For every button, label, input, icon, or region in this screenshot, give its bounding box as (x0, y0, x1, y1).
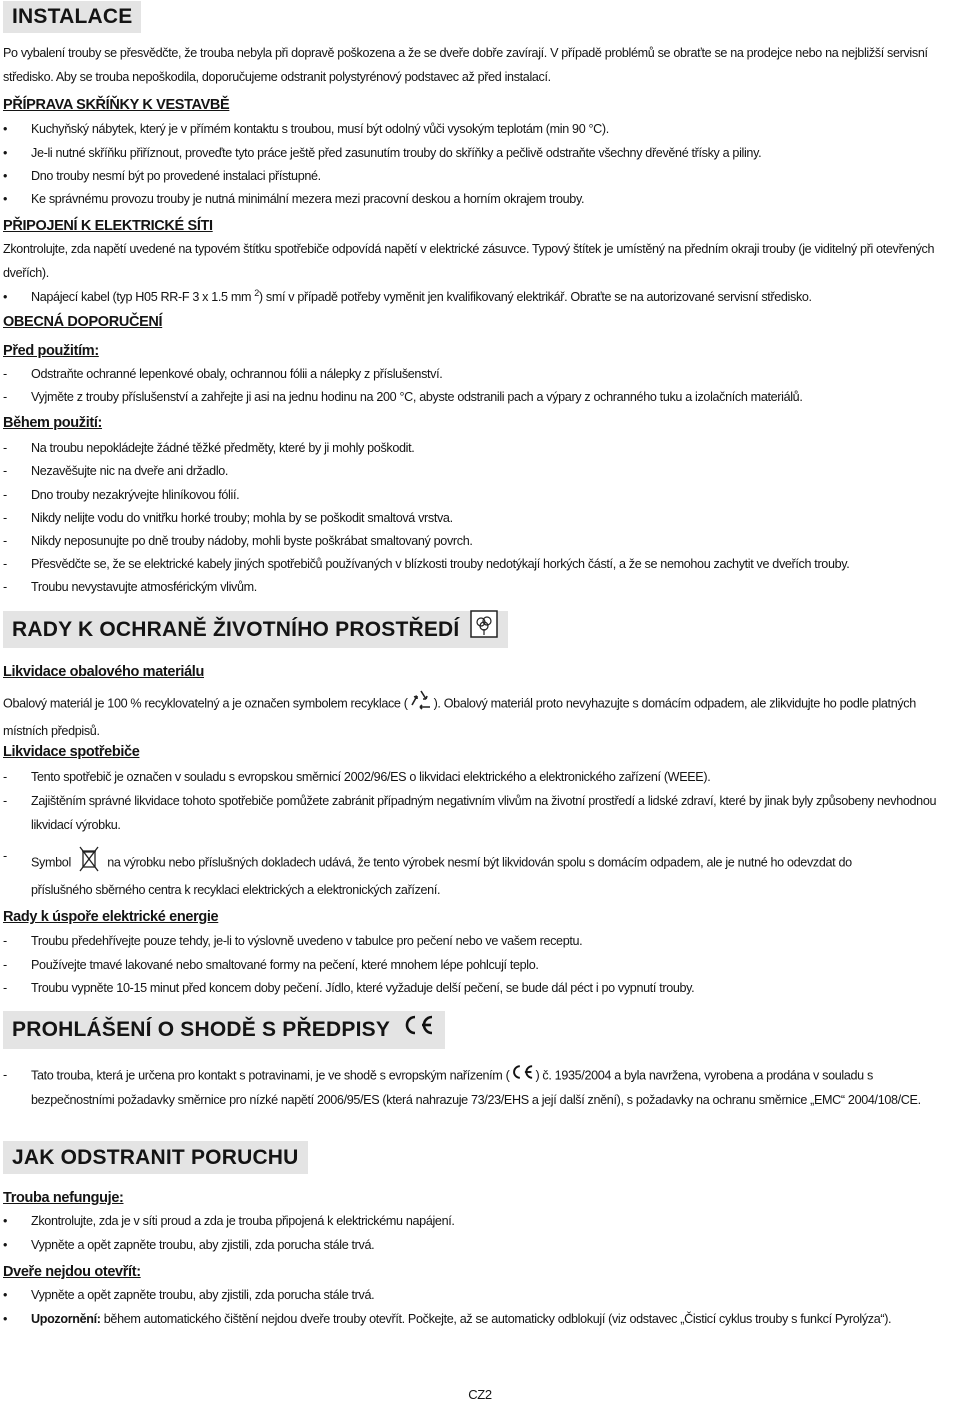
ce-mark-icon (400, 1011, 436, 1049)
spotrebic-title: Likvidace spotřebiče (3, 744, 140, 760)
list-item: • Je-li nutné skříňku přiříznout, proveďte tyto práce ještě před zasunutím trouby do skříňky a pečlivě odstraňte všechny dřevěné třísky a piliny. (3, 146, 762, 160)
list-item: • Kuchyňský nábytek, který je v přímém kontaktu s troubou, musí být odolný vůči vysokým teplotám (min 90 °C). (3, 122, 609, 136)
section-heading-prohlaseni (3, 1011, 445, 1049)
list-item: - Nezavěšujte nic na dveře ani držadlo. (3, 464, 229, 478)
section-heading-porucha: JAK ODSTRANIT PORUCHU (3, 1141, 308, 1174)
list-item: - Vyjměte z trouby příslušenství a zahřejte ji asi na jednu hodinu na 200 °C, abyste odstranili pach a výpary z ochranného tuku a izolačních materiálů. (3, 390, 803, 404)
section-heading-instalace: INSTALACE (3, 1, 141, 33)
recycle-icon (408, 689, 434, 720)
list-item-continuation: příslušného sběrného centra k recyklaci elektrických a elektronických zařízení. (31, 883, 441, 897)
rady-heading-text: RADY K OCHRANĚ ŽIVOTNÍHO PROSTŘEDÍ (12, 618, 460, 641)
list-item: - Troubu nevystavujte atmosférickým vlivům. (3, 580, 257, 594)
crossed-bin-icon (78, 845, 100, 882)
list-item: - Dno trouby nezakrývejte hliníkovou fólií. (3, 488, 240, 502)
list-item: • Dno trouby nesmí být po provedené instalaci přístupné. (3, 169, 321, 183)
list-item: • Napájecí kabel (typ H05 RR-F 3 x 1.5 mm $^2$) smí v případě potřeby vyměnit jen kvalifikovaný elektrikář. Obraťte se na autorizované servisní středisko. (3, 287, 812, 304)
list-item: - Troubu vypněte 10-15 minut před koncem doby pečení. Jídlo, které vyžaduje delší pečení, se bude dál péct i po vypnutí trouby. (3, 981, 695, 995)
ce-mark-inline-icon (509, 1064, 535, 1089)
list-item: - Troubu předehřívejte pouze tehdy, je-li to výslovně uvedeno v tabulce pro pečení nebo ve vašem receptu. (3, 934, 583, 948)
pripojeni-text: Zkontrolujte, zda napětí uvedené na typovém štítku spotřebiče odpovídá napětí v elektrické zásuvce. Typový štítek je umístěný na předním okraji trouby (je viditelný při otevřených dveřích). (3, 242, 935, 280)
list-item: - Symbol na výrobku nebo příslušných dokladech udává, že tento výrobek nesmí být likvidován spolu s domácím odpadem, ale je nutné ho odevzdat do (3, 845, 955, 882)
list-item: - Nikdy neposunujte po dně trouby nádoby, mohli byste poškrábat smaltovaný povrch. (3, 534, 473, 548)
list-item: - Tento spotřebič je označen v souladu s evropskou směrnicí 2002/96/ES o likvidaci elektrického a elektronického zařízení (WEEE). (3, 770, 711, 784)
list-item: • Ke správnému provozu trouby je nutná minimální mezera mezi pracovní deskou a horním okrajem trouby. (3, 192, 585, 206)
list-item: • Vypněte a opět zapněte troubu, aby zjistili, zda porucha stále trvá. (3, 1238, 375, 1252)
list-item: - Nikdy nelijte vodu do vnitřku horké trouby; mohla by se poškodit smaltová vrstva. (3, 511, 453, 525)
list-item: - Na troubu nepokládejte žádné těžké předměty, které by ji mohly poškodit. (3, 441, 415, 455)
pred-pouzitim-title: Před použitím: (3, 343, 99, 359)
eco-leaf-icon (469, 609, 499, 651)
uspora-title: Rady k úspoře elektrické energie (3, 909, 219, 925)
instalace-intro: Po vybalení trouby se přesvědčte, že trouba nebyla při dopravě poškozena a že se dveře dobře zavírají. V případě problémů se obraťte se na prodejce nebo na nejbližší servisní středisko. Aby se trouba nepoškodila, doporučujeme odstranit polystyrénový podstavec až před instalací. (3, 46, 928, 84)
section-heading-rady (3, 611, 508, 648)
pripojeni-title: PŘIPOJENÍ K ELEKTRICKÉ SÍTI (3, 218, 213, 234)
obecna-title: OBECNÁ DOPORUČENÍ (3, 314, 163, 330)
prohlaseni-heading-text: PROHLÁŠENÍ O SHODĚ S PŘEDPISY (12, 1018, 391, 1041)
list-item: - Používejte tmavé lakované nebo smaltované formy na pečení, které mnohem lépe pohlcují teplo. (3, 958, 539, 972)
list-item: - Odstraňte ochranné lepenkové obaly, ochrannou fólii a nálepky z příslušenství. (3, 367, 443, 381)
list-item: • Zkontrolujte, zda je v síti proud a zda je trouba připojená k elektrickému napájení. (3, 1214, 455, 1228)
page-number: CZ2 (468, 1387, 492, 1402)
list-item: - Tato trouba, která je určena pro kontakt s potravinami, je ve shodě s evropským nařízením ( ) č. 1935/2004 a byla navržena, vyrobena a prodána v souladu s bezpečnostními požadavky směrnice pro nízké napětí 2006/95/ES (která nahrazuje 73/23/EHS a její další znění), s požadavky na ochranu směrnice „EMC“ 2004/108/CE. (3, 1064, 955, 1112)
priprava-title: PŘÍPRAVA SKŘÍŇKY K VESTAVBĚ (3, 97, 230, 113)
nefunguje-title: Trouba nefunguje: (3, 1190, 124, 1206)
list-item: - Přesvědčte se, že se elektrické kabely jiných spotřebičů používaných v blízkosti trouby nedotýkají horkých částí, a že se nemohou zachytit ve dveřích trouby. (3, 557, 850, 571)
upozorneni-label: Upozornění: (31, 1312, 101, 1326)
list-item: • Vypněte a opět zapněte troubu, aby zjistili, zda porucha stále trvá. (3, 1288, 375, 1302)
obal-title: Likvidace obalového materiálu (3, 664, 204, 680)
behem-pouziti-title: Během použití: (3, 415, 103, 431)
obal-text: Obalový materiál je 100 % recyklovatelný a je označen symbolem recyklace ( ). Obalový materiál proto nevyhazujte s domácím odpadem, ale zlikvidujte ho podle platných místních předpisů. (3, 689, 955, 743)
list-item: - Zajištěním správné likvidace tohoto spotřebiče pomůžete zabránit případným negativním vlivům na životní prostředí a lidské zdraví, které by jinak byly způsobeny nevhodnou likvidací výrobku. (3, 794, 937, 832)
dvere-title: Dveře nejdou otevřít: (3, 1264, 141, 1280)
list-item: • Upozornění: během automatického čištění nejdou dveře trouby otevřít. Počkejte, až se automaticky odblokují (viz odstavec „Čisticí cyklus trouby s funkcí Pyrolýza“). (3, 1312, 892, 1326)
